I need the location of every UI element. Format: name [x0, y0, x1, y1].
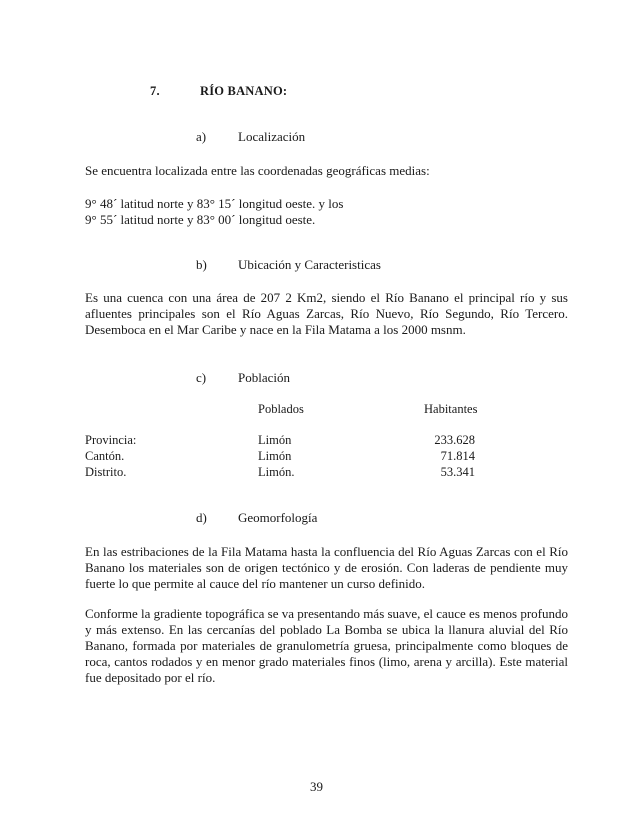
row-poblado: Limón: [258, 433, 292, 447]
row-label: Distrito.: [85, 465, 127, 479]
coordinate-line-2: 9° 55´ latitud norte y 83° 00´ longitud oeste.: [85, 212, 316, 227]
subsection-b-title: Ubicación y Caracteristicas: [238, 257, 381, 272]
subsection-d-title: Geomorfología: [238, 510, 318, 525]
subsection-c-title: Población: [238, 370, 290, 385]
row-poblado: Limón.: [258, 465, 295, 479]
subsection-a-letter: a): [196, 129, 207, 144]
subsection-c-letter: c): [196, 370, 207, 385]
column-header-poblados: Poblados: [258, 402, 304, 416]
row-poblado: Limón: [258, 449, 292, 463]
characteristics-paragraph: Es una cuenca con una área de 207 2 Km2, siendo el Río Banano el principal río y sus afluentes principales son el Río Aguas Zarcas, Río Nuevo, Río Segundo, Río Tercero. Desemboca en el Mar Caribe y nace en la Fila Matama a los 2000 msnm.: [85, 290, 568, 337]
location-intro: Se encuentra localizada entre las coordenadas geográficas medias:: [85, 163, 430, 178]
row-habitantes: 233.628: [434, 433, 475, 447]
column-header-habitantes: Habitantes: [424, 402, 478, 416]
subsection-b-letter: b): [196, 257, 207, 272]
subsection-a-title: Localización: [238, 129, 306, 144]
section-number: 7.: [150, 84, 160, 98]
subsection-d-letter: d): [196, 510, 207, 525]
page-number: 39: [310, 779, 323, 794]
row-label: Provincia:: [85, 433, 137, 447]
section-title: RÍO BANANO:: [200, 84, 288, 98]
coordinate-line-1: 9° 48´ latitud norte y 83° 15´ longitud oeste. y los: [85, 196, 344, 211]
geomorphology-paragraph-1: En las estribaciones de la Fila Matama hasta la confluencia del Río Aguas Zarcas con el Río Banano los materiales son de origen tectónico y de erosión. Con laderas de pendiente muy fuerte lo que permite al cauce del río mantener un curso definido.: [85, 544, 568, 591]
geomorphology-paragraph-2: Conforme la gradiente topográfica se va presentando más suave, el cauce es menos profundo y más extenso. En las cercanías del poblado La Bomba se ubica la llanura aluvial del Río Banano, formada por materiales de granulometría gruesa, principalmente como bloques de roca, cantos rodados y en menor grado materiales finos (limo, arena y arcilla). Este material fue depositado por el río.: [85, 606, 568, 685]
row-habitantes: 53.341: [440, 465, 475, 479]
row-habitantes: 71.814: [440, 449, 475, 463]
row-label: Cantón.: [85, 449, 125, 463]
